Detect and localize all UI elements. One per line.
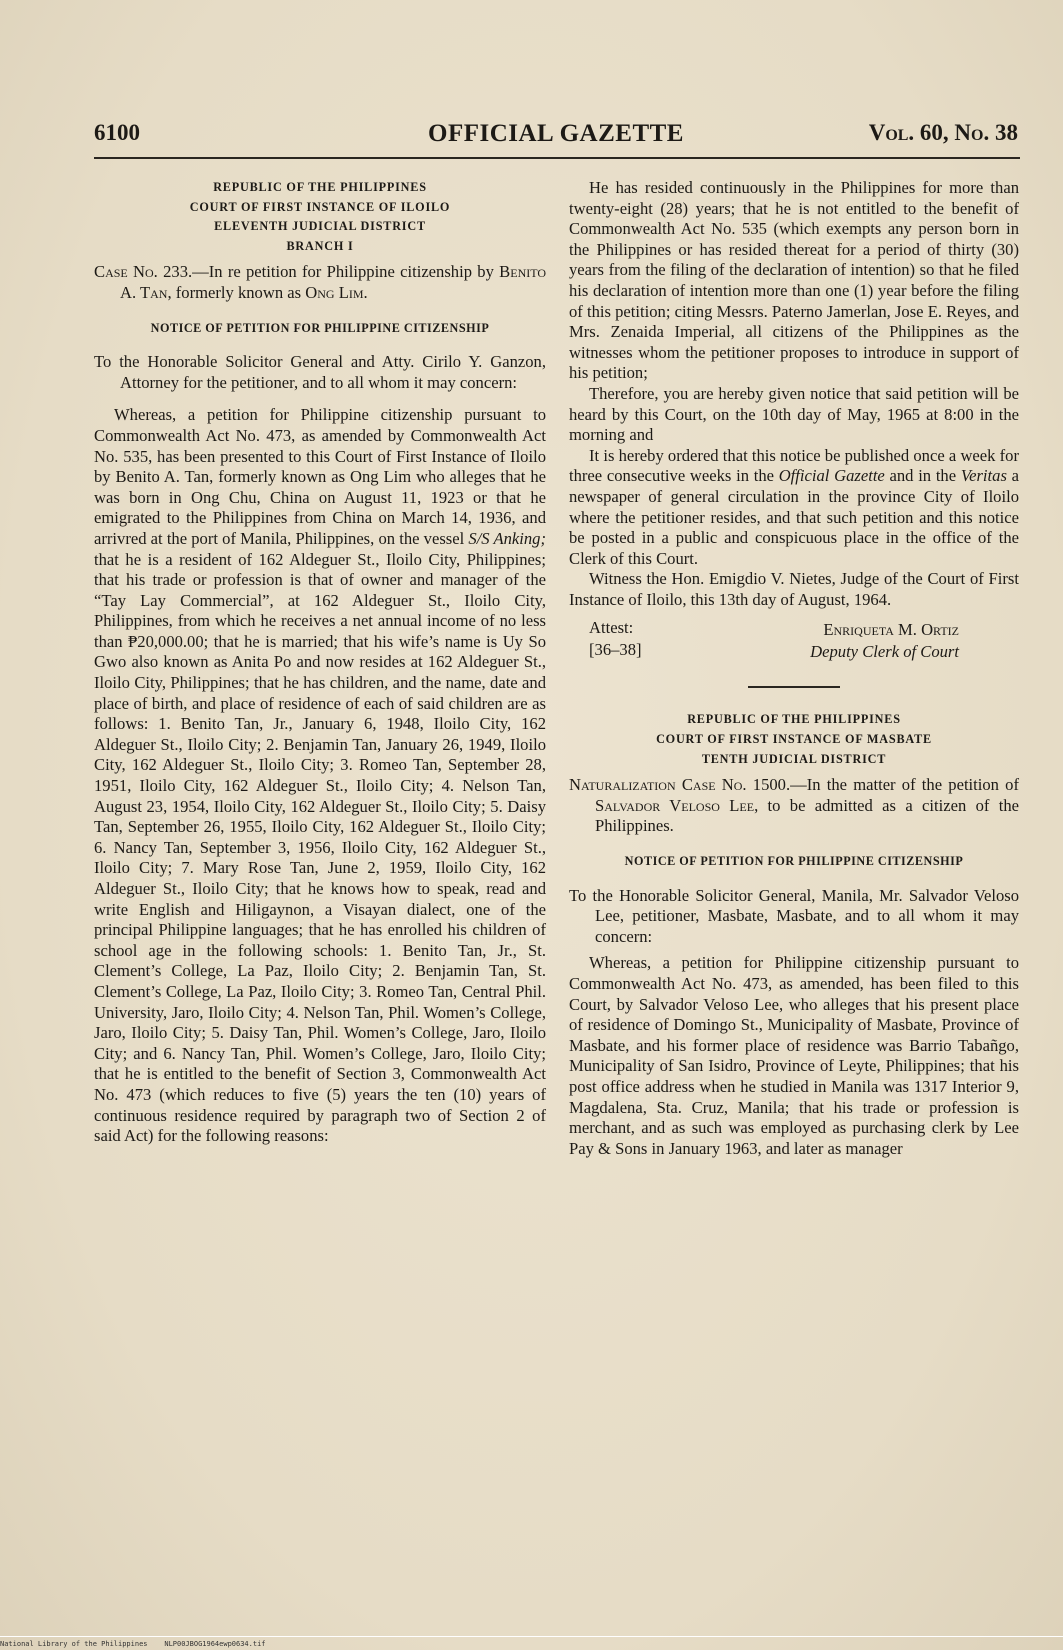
section-divider	[748, 686, 840, 688]
case-text: .	[363, 282, 368, 302]
order-paragraph	[569, 446, 1019, 570]
left-column	[94, 178, 546, 1147]
whereas-paragraph	[94, 405, 546, 1146]
caption-line: TENTH JUDICIAL DISTRICT	[701, 751, 887, 766]
case-number: Case No. 233.	[94, 262, 193, 282]
case-title	[569, 775, 1019, 837]
notice-address: To the Honorable Solicitor General and Atty. Cirilo Y. Ganzon, Attorney for the petitioner, and to all whom it may concern:	[94, 352, 546, 392]
order-text: It is hereby ordered that this notice be published once a week for three consecutive weeks in the	[569, 445, 1019, 486]
petitioner-name: Salvador Veloso Lee	[595, 795, 755, 815]
court-caption-iloilo	[94, 178, 546, 256]
therefore-paragraph: Therefore, you are hereby given notice that said petition will be heard by this Court, on the 10th day of May, 1965 at 8:00 in the morning and	[569, 383, 1019, 445]
caption-line: REPUBLIC OF THE PHILIPPINES	[687, 712, 901, 727]
vessel-name: S/S Anking;	[468, 528, 546, 548]
order-text: and in the	[884, 466, 961, 486]
order-text: a newspaper of general circulation in the province City of Iloilo where the petitioner resides, and that such petition and this notice be posted in a public and conspicuous place in the office of the Clerk of this Court.	[569, 466, 1019, 568]
newspaper-name: Veritas	[960, 466, 1007, 486]
caption-line: COURT OF FIRST INSTANCE OF ILOILO	[189, 199, 451, 214]
case-text: , formerly known as	[167, 282, 306, 302]
former-name: Ong Lim	[305, 282, 364, 302]
case-text: —In the matter of the petition of	[790, 775, 1019, 795]
caption-line: COURT OF FIRST INSTANCE OF MASBATE	[656, 732, 932, 747]
attestation-block	[569, 614, 1019, 660]
gazette-name: Official Gazette	[778, 466, 885, 486]
issue-reference: [36–38]	[589, 640, 642, 660]
notice-title: NOTICE OF PETITION FOR PHILIPPINE CITIZENSHIP	[624, 854, 964, 869]
caption-line: ELEVENTH JUDICIAL DISTRICT	[214, 219, 426, 234]
header-rule	[94, 157, 1020, 159]
caption-line: BRANCH I	[286, 238, 354, 253]
scan-footer: National Library of the Philippines NLP00JBOG1964ewp0634.tif	[0, 1640, 266, 1648]
notice-title: NOTICE OF PETITION FOR PHILIPPINE CITIZENSHIP	[150, 320, 490, 335]
case-text: —In re petition for Philippine citizenship by	[192, 262, 500, 282]
attest-label: Attest:	[589, 618, 634, 638]
petitioner-name: Benito A. Tan	[120, 262, 547, 302]
publication-title: OFFICIAL GAZETTE	[428, 120, 684, 147]
volume-number: Vol. 60, No. 38	[868, 120, 1018, 145]
footer-rule	[0, 1636, 1063, 1637]
whereas-text: Whereas, a petition for Philippine citizenship pursuant to Commonwealth Act No. 473, as amended by Commonwealth Act No. 535, has been presented to this Court of First Instance of Iloilo by Benito A. Tan, formerly known as Ong Lim who alleges that he was born in Ong Chu, China on August 11, 1923 or that he emigrated to the Philippines from China on March 14, 1936, and arrivred at the port of Manila, Philippines, on the vessel	[94, 405, 546, 548]
page-number: 6100	[94, 120, 140, 145]
right-column	[569, 178, 1019, 1159]
whereas-text: that he is a resident of 162 Aldeguer St., Iloilo City, Philippines; that his trade or profession is that of owner and manager of the “Tay Lay Commercial”, at 162 Aldeguer St., Iloilo City, Philippines, from which he receives a net annual income of no less than ₱20,000.00; that he is married; that his wife’s name is Uy So Gwo also known as Anita Po and now resides at 162 Aldeguer St., Iloilo City, Philippines; that he has children, and the name, date and place of birth, and place of residence of each of said children are as follows: 1. Benito Tan, Jr., January 6, 1948, Iloilo City, 162 Aldeguer St., Iloilo City; 2. Benjamin Tan, January 26, 1949, Iloilo City, 162 Aldeguer St., Iloilo City; 3. Romeo Tan, September 28, 1951, Iloilo City, 162 Aldeguer St., Iloilo City; 4. Nelson Tan, August 23, 1954, Iloilo City, 162 Aldeguer St., Iloilo City; 5. Daisy Tan, September 26, 1955, Iloilo City, 162 Aldeguer St., Iloilo City; 6. Nancy Tan, September 3, 1956, Iloilo City, 162 Aldeguer St., Iloilo City; 7. Mary Rose Tan, June 2, 1959, Iloilo City, 162 Aldeguer St., Iloilo City; that he knows how to speak, read and write English and Hiligaynon, a Visayan dialect, one of the principal Philippine languages; that he has enrolled his children of school age in the following schools: 1. Benito Tan, Jr., St. Clement’s College, La Paz, Iloilo City; 2. Benjamin Tan, St. Clement’s College, La Paz, Iloilo City; 3. Romeo Tan, Central Phil. University, Jaro, Iloilo City; 4. Nelson Tan, Phil. Women’s College, Jaro, Iloilo City; 5. Daisy Tan, Phil. Women’s College, Jaro, Iloilo City; and 6. Nancy Tan, Phil. Women’s College, Jaro, Iloilo City; that he is entitled to the benefit of Section 3, Commonwealth Act No. 473 (which reduces to five (5) years the ten (10) years of continuous residence required by paragraph two of Section 2 of said Act) for the following reasons:	[94, 549, 546, 1146]
page-header	[94, 120, 1018, 158]
court-caption-masbate	[569, 710, 1019, 769]
case-text: , to be admitted as a citizen of the Philippines.	[595, 795, 1019, 836]
caption-line: REPUBLIC OF THE PHILIPPINES	[213, 180, 427, 194]
reasons-paragraph: He has resided continuously in the Philippines for more than twenty-eight (28) years; that he is not entitled to the benefit of Commonwealth Act No. 535 (which exempts any person born in the Philippines or has resided thereat for a period of thirty (30) years from the filing of the declaration of intention) so that he filed his declaration of intention more than one (1) year before the filing of this petition; citing Messrs. Paterno Jamerlan, Jose E. Reyes, and Mrs. Zenaida Imperial, all citizens of the Philippines as the witnesses whom the petitioner proposes to introduce in support of his petition;	[569, 178, 1019, 383]
witness-paragraph: Witness the Hon. Emigdio V. Nietes, Judge of the Court of First Instance of Iloilo, this 13th day of August, 1964.	[569, 569, 1019, 609]
signer-title: Deputy Clerk of Court	[810, 642, 959, 662]
whereas-paragraph: Whereas, a petition for Philippine citizenship pursuant to Commonwealth Act No. 473, as amended, has been filed to this Court, by Salvador Veloso Lee, who alleges that his present place of residence of Domingo St., Municipality of Masbate, Province of Masbate, and his former place of residence was Barrio Tabañgo, Municipality of San Isidro, Province of Leyte, Philippines; that his post office address when he studied in Manila was 1317 Interior 9, Magdalena, Sta. Cruz, Manila; that his trade or profession is merchant, and as such was employed as purchasing clerk by Lee Pay & Sons in January 1963, and later as manager	[569, 953, 1019, 1158]
case-number: Naturalization Case No. 1500.	[569, 775, 791, 795]
signer-name: Enriqueta M. Ortiz	[823, 620, 959, 640]
case-title	[94, 262, 546, 303]
notice-address: To the Honorable Solicitor General, Manila, Mr. Salvador Veloso Lee, petitioner, Masbate, Masbate, and to all whom it may concern:	[569, 885, 1019, 946]
